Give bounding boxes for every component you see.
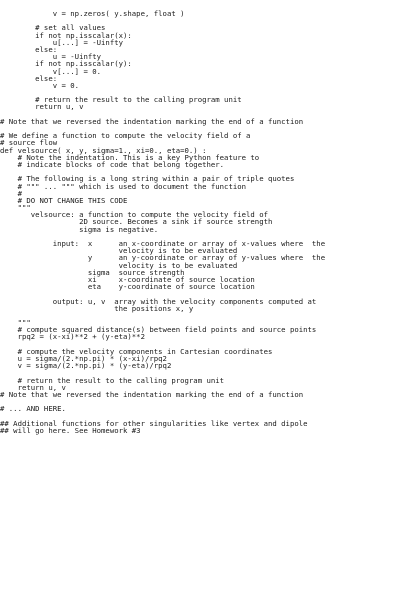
code-line: def velsource( x, y, sigma=1., xi=0., eta=0.) :	[0, 145, 207, 155]
code-line: u = -Uinfty	[0, 52, 102, 62]
code-line	[0, 312, 408, 319]
code-listing	[0, 10, 408, 434]
code-line: """	[0, 203, 31, 213]
code-line: # ... AND HERE.	[0, 404, 66, 414]
code-line: #	[0, 188, 22, 198]
code-line: """	[0, 318, 31, 328]
code-line: velsource: a function to compute the velocity field of	[0, 210, 268, 220]
code-line: # set all values	[0, 23, 106, 33]
code-line: u = sigma/(2.*np.pi) * (x-xi)/rpq2	[0, 354, 167, 363]
code-line: the positions x, y	[0, 303, 194, 313]
code-line: else:	[0, 44, 58, 54]
code-line: ## will go here. See Homework #3	[0, 425, 141, 435]
code-line: v = 0.	[0, 80, 80, 90]
code-line: # Note that we reversed the indentation marking the end of a function	[0, 389, 304, 399]
code-line: rpq2 = (x-xi)**2 + (y-eta)**2	[0, 332, 145, 342]
code-line: v = sigma/(2.*np.pi) * (y-eta)/rpq2	[0, 361, 172, 371]
code-line: ## Additional functions for other singularities like vertex and dipole	[0, 418, 308, 428]
code-line: eta y-coordinate of source location	[0, 282, 255, 292]
code-line: # """ ... """ which is used to document the function	[0, 181, 247, 191]
code-line: # compute the velocity components in Cartesian coordinates	[0, 346, 273, 356]
code-line: # indicate blocks of code that belong together.	[0, 159, 225, 169]
code-line: # Note the indentation. This is a key Python feature to	[0, 152, 260, 162]
code-line: else:	[0, 73, 58, 83]
code-line: if not np.isscalar(y):	[0, 59, 132, 69]
code-line: input: x an x-coordinate or array of x-values where the	[0, 239, 326, 248]
code-line: y an y-coordinate or array of y-values where the	[0, 253, 326, 263]
code-line: velocity is to be evaluated	[0, 260, 238, 270]
code-line: if not np.isscalar(x):	[0, 30, 132, 40]
code-line: # source flow	[0, 138, 58, 148]
code-line: v = np.zeros( y.shape, float )	[0, 9, 185, 18]
code-line: velocity is to be evaluated	[0, 246, 238, 256]
code-line: sigma source strength	[0, 267, 185, 277]
code-line: v[...] = 0.	[0, 66, 102, 76]
code-line: sigma is negative.	[0, 224, 159, 234]
code-line: # compute squared distance(s) between field points and source points	[0, 325, 317, 335]
code-line: return u, v	[0, 382, 66, 392]
code-line: # We define a function to compute the velocity field of a	[0, 131, 251, 141]
code-line: return u, v	[0, 102, 84, 112]
code-line: # return the result to the calling program unit	[0, 375, 225, 385]
code-line: # return the result to the calling program unit	[0, 95, 242, 105]
code-line: # The following is a long string within a pair of triple quotes	[0, 174, 295, 184]
code-line: u[...] = -Uinfty	[0, 37, 124, 47]
code-line: 2D source. Becomes a sink if source strength	[0, 217, 273, 227]
code-line: output: u, v array with the velocity components computed at	[0, 296, 317, 306]
code-line: xi x-coordinate of source location	[0, 274, 255, 284]
code-line: # DO NOT CHANGE THIS CODE	[0, 195, 128, 205]
code-line: # Note that we reversed the indentation marking the end of a function	[0, 116, 304, 126]
